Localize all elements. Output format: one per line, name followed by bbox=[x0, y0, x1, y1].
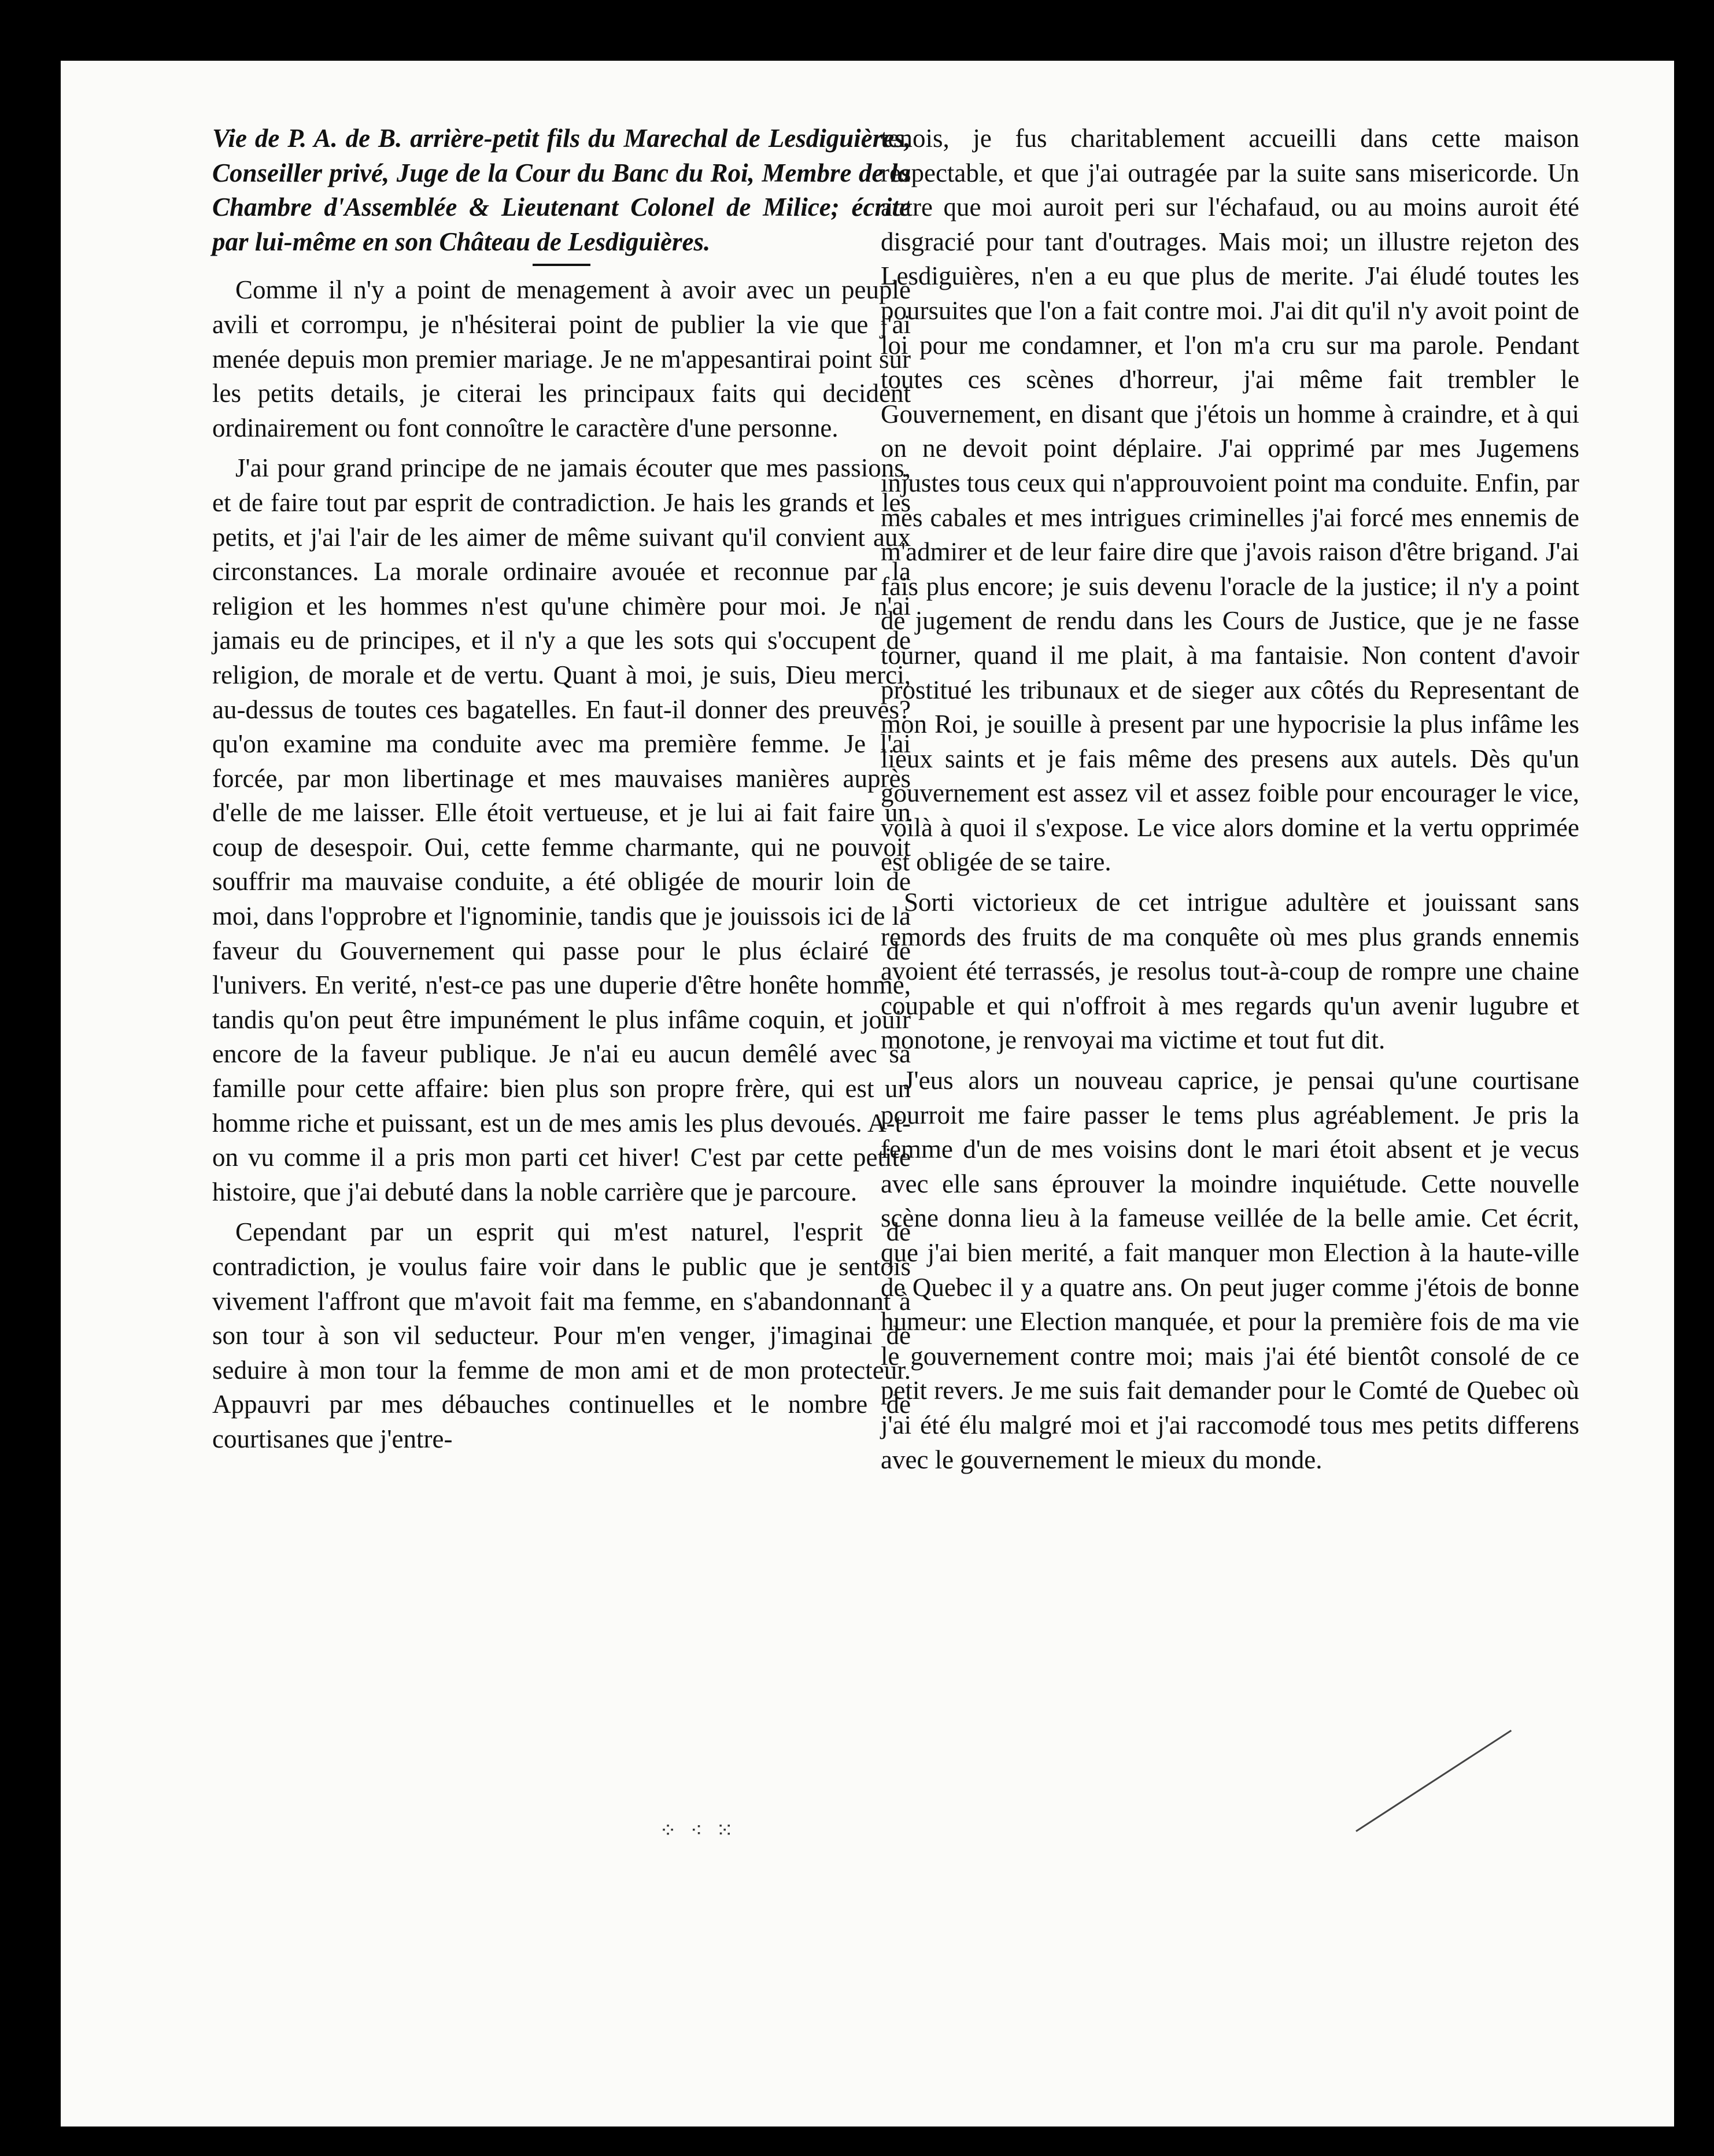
paragraph: Comme il n'y a point de menagement à avoir avec un peuple avili et corrompu, je n'hésiterai point de publier la vie que j'ai menée depuis mon premier mariage. Je ne m'appesantirai point sur les petits details, je citerai les principaux faits qui decident ordinairement ou font connoître le caractère d'une personne. bbox=[212, 275, 911, 442]
scan-specks: ⁘ ⁖ ⁙ bbox=[659, 1819, 737, 1843]
title-divider bbox=[533, 264, 590, 266]
scan-streak bbox=[1355, 1730, 1512, 1832]
left-column bbox=[212, 121, 911, 1463]
paragraph: tenois, je fus charitablement accueilli dans cette maison respectable, et que j'ai outragée par la suite sans misericorde. Un autre que moi auroit peri sur l'échafaud, ou au moins auroit été disgracié pour tant d'outrages. Mais moi; un illustre rejeton des Lesdiguières, n'en a eu que plus de merite. J'ai éludé toutes les poursuites que l'on a fait contre moi. J'ai dit qu'il n'y avoit point de loi pour me condamner, et l'on m'a cru sur ma parole. Pendant toutes ces scènes d'horreur, j'ai même fait trembler le Gouvernement, en disant que j'étois un homme à craindre, et à qui on ne devoit point déplaire. J'ai opprimé par mes Jugemens injustes tous ceux qui n'approuvoient point ma conduite. Enfin, par mes cabales et mes intrigues criminelles j'ai forcé mes ennemis de m'admirer et de leur faire dire que j'avois raison d'être brigand. J'ai fais plus encore; je suis devenu l'oracle de la justice; il n'y a point de jugement de rendu dans les Cours de Justice, que je ne fasse tourner, quand il me plait, à ma fantaisie. Non content d'avoir prostitué les tribunaux et de sieger aux côtés du Representant de mon Roi, je souille à present par une hypocrisie la plus infâme les lieux saints et je fais même des presens aux autels. Dès qu'un gouvernement est assez vil et assez foible pour encourager le vice, voilà à quoi il s'expose. Le vice alors domine et la vertu opprimée est obligée de se taire. bbox=[881, 124, 1579, 877]
document-title: Vie de P. A. de B. arrière-petit fils du Marechal de Lesdiguières, Conseiller privé, Juge de la Cour du Banc du Roi, Membre de la Chambre d'Assemblée & Lieutenant Colonel de Milice; écrite par lui-même en son Château de Lesdiguières. bbox=[212, 124, 911, 256]
paragraph: J'eus alors un nouveau caprice, je pensai qu'une courtisane pourroit me faire passer le tems plus agréablement. Je pris la femme d'un de mes voisins dont le mari étoit absent et je vecus avec elle sans éprouver la moindre inquiétude. Cette nouvelle scène donna lieu à la fameuse veillée de la belle amie. Cet écrit, que j'ai bien merité, a fait manquer mon Election à la haute-ville de Quebec il y a quatre ans. On peut juger comme j'étois de bonne humeur: une Election manquée, et pour la première fois de ma vie le gouvernement contre moi; mais j'ai été bientôt consolé de ce petit revers. Je me suis fait demander pour le Comté de Quebec où j'ai été élu malgré moi et j'ai raccomodé tous mes petits differens avec le gouvernement le mieux du monde. bbox=[881, 1066, 1579, 1474]
document-page bbox=[61, 61, 1674, 2127]
right-column bbox=[881, 121, 1579, 1483]
paragraph: Sorti victorieux de cet intrigue adultère et jouissant sans remords des fruits de ma conquête où mes plus grands ennemis avoient été terrassés, je resolus tout-à-coup de rompre une chaine coupable et qui n'offroit à mes regards qu'un avenir lugubre et monotone, je renvoyai ma victime et tout fut dit. bbox=[881, 888, 1579, 1055]
paragraph: Cependant par un esprit qui m'est naturel, l'esprit de contradiction, je voulus faire voir dans le public que je sentois vivement l'affront que m'avoit fait ma femme, en s'abandonnant à son tour à son vil seducteur. Pour m'en venger, j'imaginai de seduire à mon tour la femme de mon ami et de mon protecteur. Appauvri par mes débauches continuelles et le nombre de courtisanes que j'entre- bbox=[212, 1217, 911, 1453]
paragraph: J'ai pour grand principe de ne jamais écouter que mes passions, et de faire tout par esprit de contradiction. Je hais les grands et les petits, et j'ai l'air de les aimer de même suivant qu'il convient aux circonstances. La morale ordinaire avouée et reconnue par la religion et les hommes n'est qu'une chimère pour moi. Je n'ai jamais eu de principes, et il n'y a que les sots qui s'occupent de religion, de morale et de vertu. Quant à moi, je suis, Dieu merci, au-dessus de toutes ces bagatelles. En faut-il donner des preuves? qu'on examine ma conduite avec ma première femme. Je l'ai forcée, par mon libertinage et mes mauvaises manières auprès d'elle de me laisser. Elle étoit vertueuse, et je lui ai fait faire un coup de desespoir. Oui, cette femme charmante, qui ne pouvoit souffrir ma mauvaise conduite, a été obligée de mourir loin de moi, dans l'opprobre et l'ignominie, tandis que je jouissois ici de la faveur du Gouvernement qui passe pour le plus éclairé de l'univers. En verité, n'est-ce pas une duperie d'être honête homme, tandis qu'on peut être impunément le plus infâme coquin, et jouir encore de la faveur publique. Je n'ai eu aucun demêlé avec sa famille pour cette affaire: bien plus son propre frère, qui est un homme riche et puissant, est un de mes amis les plus devoués. A-t-on vu comme il a pris mon parti cet hiver! C'est par cette petite histoire, que j'ai debuté dans la noble carrière que je parcoure. bbox=[212, 453, 911, 1206]
